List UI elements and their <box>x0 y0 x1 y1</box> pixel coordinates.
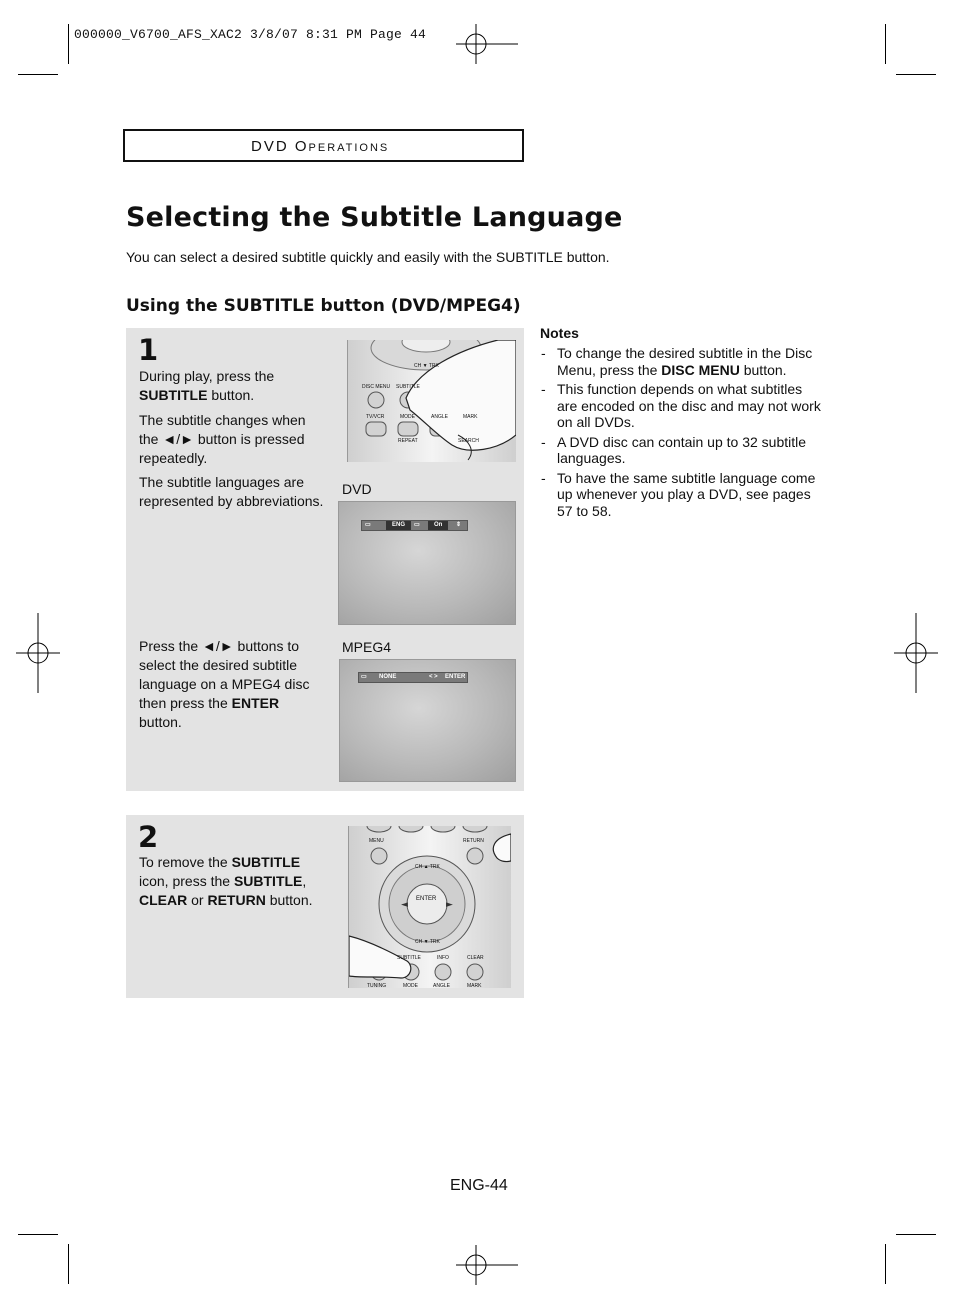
section-header <box>123 129 524 162</box>
remote-label-subtitle: SUBTITLE <box>397 955 421 961</box>
mpeg4-screen <box>339 659 516 782</box>
remote-buttons-icon <box>348 340 516 462</box>
remote-label-ch-down: CH ▼ TRK <box>415 939 440 945</box>
crop-mark <box>885 24 886 64</box>
step1-number: 1 <box>138 333 159 367</box>
dvd-screen <box>338 501 516 625</box>
registration-mark-icon <box>894 613 938 693</box>
section-small: PERATIONS <box>308 142 390 154</box>
left-right-arrows-icon: ◄/► <box>162 431 194 447</box>
step1-text-2: The subtitle changes when the ◄/► button is pressed repeatedly. <box>139 412 306 466</box>
remote-label-mark: MARK <box>467 983 482 988</box>
note-item: - To change the desired subtitle in the Disc Menu, press the DISC MENU button. <box>540 345 825 378</box>
note-item: - A DVD disc can contain up to 32 subtitle languages. <box>540 434 825 467</box>
step2-number: 2 <box>138 820 159 854</box>
remote-label-return: RETURN <box>463 838 484 844</box>
mpeg4-subtitle-osd <box>358 672 468 683</box>
remote-label-ch-up: CH ▲ TRK <box>415 864 440 870</box>
crop-mark <box>18 1234 58 1235</box>
remote-illustration-2 <box>348 826 511 988</box>
remote-label-repeat: REPEAT <box>398 438 418 444</box>
osd-icon: ▭ <box>414 522 420 528</box>
svg-text:►: ► <box>446 900 453 910</box>
step1-text-1: During play, press the SUBTITLE button. <box>139 368 275 403</box>
remote-label-search: SEARCH <box>458 438 479 444</box>
intro-text: You can select a desired subtitle quickly and easily with the SUBTITLE button. <box>126 249 610 265</box>
remote-label-mode: MODE <box>403 983 418 988</box>
remote-illustration <box>347 340 516 462</box>
svg-text:◄: ◄ <box>401 900 408 910</box>
section-cap: DVD O <box>251 138 309 155</box>
step2-text: To remove the SUBTITLE icon, press the SUBTITLE, CLEAR or RETURN button. <box>139 854 313 908</box>
crop-mark <box>18 74 58 75</box>
remote-label-menu: MENU <box>369 838 384 844</box>
remote-label-mark: MARK <box>463 414 478 420</box>
remote-label-tvvcr: TV/VCR <box>366 414 385 420</box>
page-number: ENG-44 <box>450 1177 508 1194</box>
osd-enter: ENTER <box>445 674 466 680</box>
remote-label-angle: ANGLE <box>431 414 448 420</box>
step1-text-4: Press the ◄/► buttons to select the desired subtitle language on a MPEG4 disc then press the ENTER button. <box>139 638 310 730</box>
crop-mark <box>68 1244 69 1284</box>
crop-mark <box>896 1234 936 1235</box>
notes-title: Notes <box>540 325 579 341</box>
enter-keyword: ENTER <box>231 695 280 711</box>
remote-label-enter: ENTER <box>416 896 437 902</box>
dvd-subtitle-osd <box>361 520 468 531</box>
subtitle-icon: ▭ <box>365 522 371 528</box>
page-title: Selecting the Subtitle Language <box>126 202 623 233</box>
remote-label-tuning: TUNING <box>367 983 387 988</box>
note-item: - To have the same subtitle language come up whenever you play a DVD, see pages 57 to 58. <box>540 470 825 520</box>
subheading: Using the SUBTITLE button (DVD/MPEG4) <box>126 296 521 316</box>
step1-text-3: The subtitle languages are represented by abbreviations. <box>139 474 324 509</box>
remote-label-info: INFO <box>437 955 449 961</box>
notes-list <box>540 345 825 522</box>
subtitle-keyword: SUBTITLE <box>139 387 208 403</box>
remote-dpad-icon <box>349 826 511 988</box>
subtitle-icon: ▭ <box>361 674 367 680</box>
osd-updown-icon: ⇕ <box>456 522 462 528</box>
mpeg4-label: MPEG4 <box>342 639 392 655</box>
osd-state: On <box>428 521 448 530</box>
remote-label-disc-menu: DISC MENU <box>362 384 391 390</box>
crop-mark <box>896 74 936 75</box>
print-info: 000000_V6700_AFS_XAC2 3/8/07 8:31 PM Page 44 <box>74 27 427 42</box>
remote-label-subtitle: SUBTITLE <box>396 384 420 390</box>
crop-mark <box>885 1244 886 1284</box>
remote-label-ch-trk: CH ▼ TRK <box>414 363 439 369</box>
osd-arrows: < > <box>429 674 438 680</box>
registration-mark-icon <box>16 613 60 693</box>
remote-label-mode: MODE <box>400 414 415 420</box>
crop-mark <box>68 24 69 64</box>
dvd-label: DVD <box>342 481 372 497</box>
osd-value: NONE <box>379 674 397 680</box>
registration-mark-icon <box>456 1245 518 1285</box>
remote-label-clear: CLEAR <box>467 955 484 961</box>
note-item: - This function depends on what subtitles are encoded on the disc and may not work on all DVDs. <box>540 381 825 431</box>
remote-label-angle: ANGLE <box>433 983 450 988</box>
osd-lang: ENG <box>386 521 411 530</box>
left-right-arrows-icon: ◄/► <box>202 638 234 654</box>
registration-mark-icon <box>456 24 518 64</box>
